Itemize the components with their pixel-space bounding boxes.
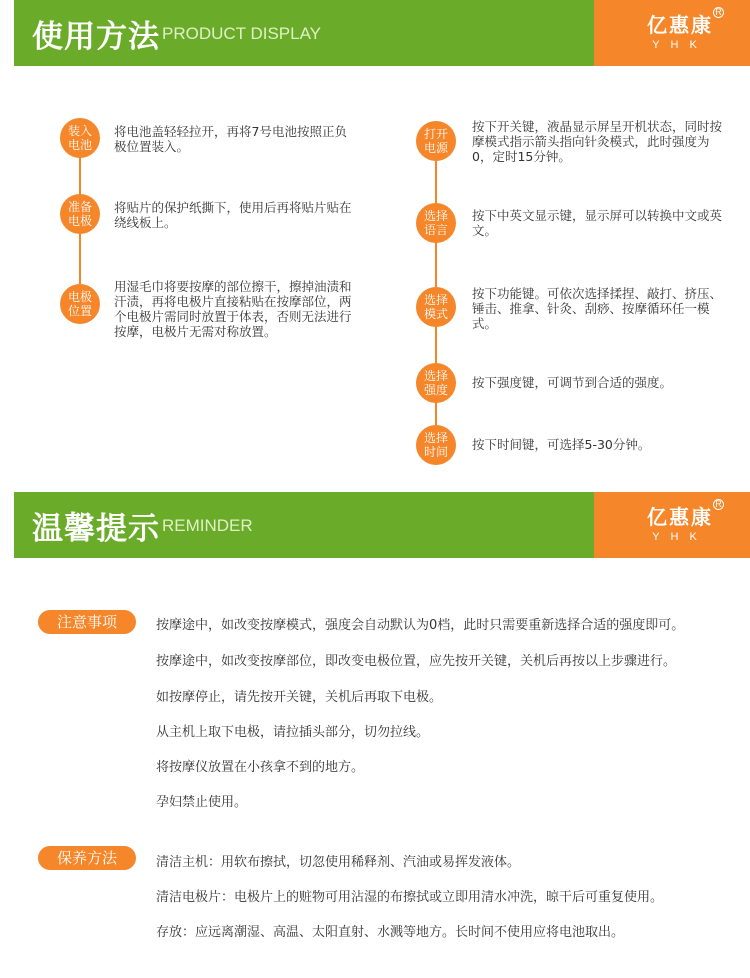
usage-title: 使用方法 (32, 19, 160, 55)
reminder-banner (0, 492, 750, 558)
step-circle: 打开电源 (416, 121, 456, 161)
care-label: 保养方法 (38, 846, 136, 870)
registered-mark-icon: R (713, 499, 724, 510)
logo-en: YHK (652, 39, 708, 51)
registered-mark-icon: R (713, 7, 724, 18)
reminder-title: 温馨提示 (32, 511, 160, 547)
notes-label: 注意事项 (38, 610, 136, 634)
step-circle: 选择语言 (416, 203, 456, 243)
step-circle: 选择时间 (416, 425, 456, 465)
step-circle: 准备电极 (60, 194, 100, 234)
brand-logo (640, 501, 720, 543)
step-text: 用湿毛巾将要按摩的部位擦干，擦掉油渍和汗渍，再将电极片直接粘贴在按摩部位，两个电极片需同时放置于体表，否则无法进行按摩，电极片无需对称放置。 (114, 279, 352, 339)
note-item: 按摩途中，如改变按摩模式，强度会自动默认为0档，此时只需要重新选择合适的强度即可。 (156, 618, 685, 633)
usage-banner (0, 0, 750, 66)
care-item: 存放：应远离潮湿、高温、太阳直射、水溅等地方。长时间不使用应将电池取出。 (156, 925, 625, 940)
step-text: 按下强度键，可调节到合适的强度。 (472, 375, 673, 390)
step-text: 按下功能键。可依次选择揉捏、敲打、挤压、锤击、推拿、针灸、刮痧、按摩循环任一模式。 (472, 286, 723, 331)
logo-cn: 亿惠康 (647, 13, 713, 37)
step-text: 按下开关键，液晶显示屏呈开机状态，同时按摩模式指示箭头指向针灸模式，此时强度为0，定时15分钟。 (472, 119, 723, 164)
step-circle: 电极位置 (60, 284, 100, 324)
step-text: 按下中英文显示键，显示屏可以转换中文或英文。 (472, 208, 723, 238)
step-text: 将电池盖轻轻拉开，再将7号电池按照正负极位置装入。 (114, 124, 347, 154)
brand-logo (640, 9, 720, 51)
note-item: 按摩途中，如改变按摩部位，即改变电极位置，应先按开关键，关机后再按以上步骤进行。 (156, 654, 677, 669)
note-item: 孕妇禁止使用。 (156, 795, 248, 810)
reminder-subtitle: REMINDER (162, 516, 253, 535)
note-item: 如按摩停止，请先按开关键，关机后再取下电极。 (156, 690, 443, 705)
note-item: 将按摩仪放置在小孩拿不到的地方。 (156, 760, 365, 775)
step-text: 按下时间键，可选择5-30分钟。 (472, 437, 651, 452)
usage-subtitle: PRODUCT DISPLAY (162, 24, 322, 43)
logo-cn: 亿惠康 (647, 505, 713, 529)
logo-en: YHK (652, 531, 708, 543)
step-circle: 选择强度 (416, 363, 456, 403)
note-item: 从主机上取下电极，请拉插头部分，切勿拉线。 (156, 725, 430, 740)
step-circle: 选择模式 (416, 287, 456, 327)
care-item: 清洁电极片：电极片上的赃物可用沾湿的布擦拭或立即用清水冲洗，晾干后可重复使用。 (156, 890, 664, 905)
care-item: 清洁主机：用软布擦拭，切忽使用稀释剂、汽油或易挥发液体。 (156, 855, 521, 870)
step-text: 将贴片的保护纸撕下，使用后再将贴片贴在绕线板上。 (114, 200, 352, 230)
step-circle: 装入电池 (60, 118, 100, 158)
